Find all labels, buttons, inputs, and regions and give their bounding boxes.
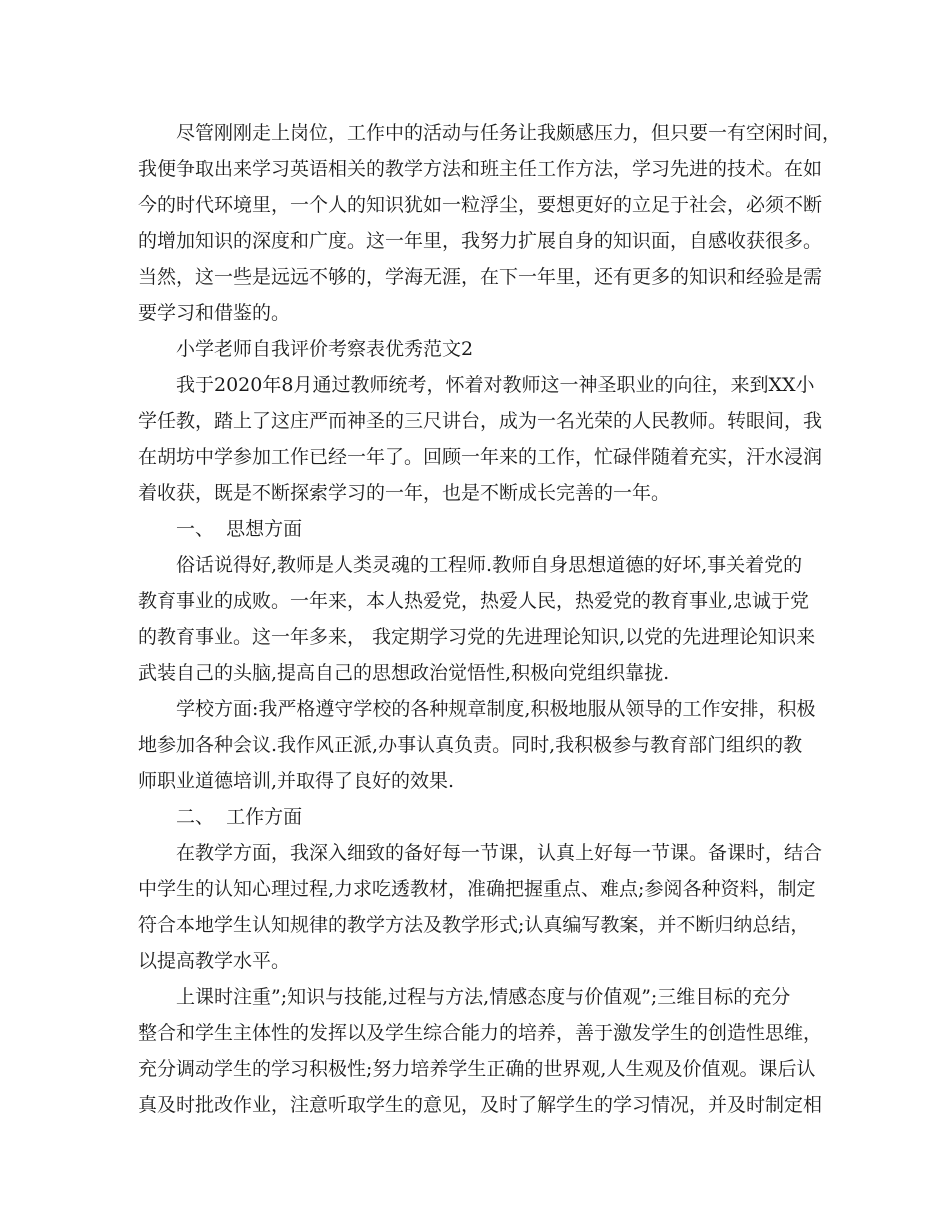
paragraph-line: 着收获，既是不断探索学习的一年，也是不断成长完善的一年。: [138, 482, 671, 504]
paragraph-line: 整合和学生主体性的发挥以及学生综合能力的培养，善于激发学生的创造性思维，: [138, 1022, 823, 1044]
paragraph-line: 充分调动学生的学习积极性;努力培养学生正确的世界观,人生观及价值观。课后认: [138, 1058, 816, 1080]
paragraph-line: 师职业道德培训,并取得了良好的效果.: [138, 770, 455, 792]
paragraph-line: 上课时注重”;知识与技能,过程与方法,情感态度与价值观”;三维目标的充分: [176, 986, 791, 1008]
paragraph-line: 的教育事业。这一年多来， 我定期学习党的先进理论知识,以党的先进理论知识来: [138, 626, 816, 648]
paragraph-line: 以提高教学水平。: [138, 950, 291, 972]
paragraph-line: 我于2020年8月通过教师统考，怀着对教师这一神圣职业的向往，来到XX小: [176, 374, 815, 396]
paragraph-line: 尽管刚刚走上岗位，工作中的活动与任务让我颇感压力，但只要一有空闲时间，: [176, 122, 842, 144]
section-heading: 一、 思想方面: [176, 518, 303, 540]
paragraph-line: 中学生的认知心理过程,力求吃透教材，准确把握重点、难点;参阅各种资料，制定: [138, 878, 816, 900]
section-heading: 二、 工作方面: [176, 806, 303, 828]
paragraph-line: 当然，这一些是远远不够的，学海无涯，在下一年里，还有更多的知识和经验是需: [138, 266, 823, 288]
paragraph-line: 学校方面:我严格遵守学校的各种规章制度,积极地服从领导的工作安排，积极: [176, 698, 816, 720]
paragraph-line: 要学习和借鉴的。: [138, 302, 291, 324]
paragraph-line: 我便争取出来学习英语相关的教学方法和班主任工作方法，学习先进的技术。在如: [138, 158, 823, 180]
section-title: 小学老师自我评价考察表优秀范文2: [176, 338, 474, 360]
paragraph-line: 在胡坊中学参加工作已经一年了。回顾一年来的工作，忙碌伴随着充实，汗水浸润: [138, 446, 823, 468]
paragraph-line: 的增加知识的深度和广度。这一年里，我努力扩展自身的知识面，自感收获很多。: [138, 230, 823, 252]
paragraph-line: 学任教，踏上了这庄严而神圣的三尺讲台，成为一名光荣的人民教师。转眼间，我: [138, 410, 823, 432]
paragraph-line: 地参加各种会议.我作风正派,办事认真负责。同时,我积极参与教育部门组织的教: [138, 734, 803, 756]
paragraph-line: 武装自己的头脑,提高自己的思想政治觉悟性,积极向党组织靠拢.: [138, 662, 670, 684]
paragraph-line: 俗话说得好,教师是人类灵魂的工程师.教师自身思想道德的好坏,事关着党的: [176, 554, 803, 576]
paragraph-line: 在教学方面，我深入细致的备好每一节课，认真上好每一节课。备课时，结合: [176, 842, 823, 864]
paragraph-line: 真及时批改作业，注意听取学生的意见，及时了解学生的学习情况，并及时制定相: [138, 1094, 823, 1116]
paragraph-line: 今的时代环境里，一个人的知识犹如一粒浮尘，要想更好的立足于社会，必须不断: [138, 194, 823, 216]
paragraph-line: 符合本地学生认知规律的教学方法及教学形式;认真编写教案，并不断归纳总结，: [138, 914, 810, 936]
paragraph-line: 教育事业的成败。一年来，本人热爱党，热爱人民，热爱党的教育事业,忠诚于党: [138, 590, 810, 612]
